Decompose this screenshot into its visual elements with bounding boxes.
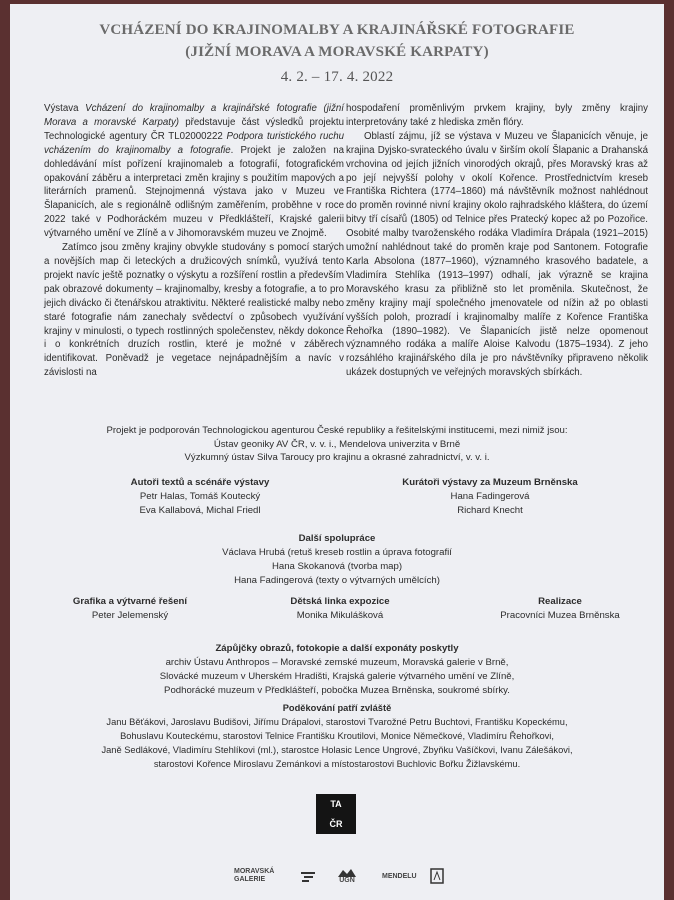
exhibition-subtitle: (JIŽNÍ MORAVA A MORAVSKÉ KARPATY) xyxy=(185,44,489,60)
curators-block: Kurátoři výstavy za Muzeum Brněnska Hana Fadingerová Richard Knecht xyxy=(402,477,578,516)
moravska-galerie-logo: MORAVSKÁ GALERIE xyxy=(234,868,275,883)
left-text-column xyxy=(44,102,344,380)
mendelu-logo: MENDELU xyxy=(382,873,417,880)
exhibition-dates: 4. 2. – 17. 4. 2022 xyxy=(280,69,394,85)
thanks-block: Poděkování patří zvláště Janu Běťákovi, Jaroslavu Budišovi, Jiřímu Drápalovi, starostovi Tvarožné Petru Buchtovi, Františku Kopeckému, Bohuslavu Kouteckému, starostovi Telnice Františku Kroutilovi, Monice Němečkové, Vladimíru Řehořkovi, Janě Sedlákové, Vladimíru Stehlíkovi (ml.), starostce Holasic Lence Ungrové, Zbyňku Vašíčkovi, Ivanu Zálešákovi, starostovi Kořence Miroslavu Zemánkovi a místostarostovi Buchlovic Bořku Žižlavskému. xyxy=(101,703,573,769)
exhibition-title: VCHÁZENÍ DO KRAJINOMALBY A KRAJINÁŘSKÉ FOTOGRAFIE xyxy=(99,22,575,38)
support-section: Projekt je podporován Technologickou agenturou České republiky a řešitelskými institucemi, mezi nimiž jsou: Ústav geoniky AV ČR, v. v. i., Mendelova univerzita v Brně Výzkumný ústav Silva Taroucy pro krajinu a okrasné zahradnictví, v. v. i. xyxy=(106,425,568,464)
collaboration-block: Další spolupráce Václava Hrubá (retuš kreseb rostlin a úprava fotografií Hana Skokanová (tvorba map) Hana Fadingerová (texty o výtvarných umělcích) xyxy=(222,533,452,586)
kids-block: Dětská linka expozice Monika Mikulášková xyxy=(290,596,390,621)
exhibition-panel xyxy=(10,4,664,900)
mountain-icon xyxy=(338,868,356,877)
vukoz-logo-icon xyxy=(430,868,444,886)
authors-block: Autoři textů a scénáře výstavy Petr Halas, Tomáš Koutecký Eva Kallabová, Michal Friedl xyxy=(130,477,270,516)
loans-block: Zápůjčky obrazů, fotokopie a další exponáty poskytly archiv Ústavu Anthropos – Moravské zemské muzeum, Moravská galerie v Brně, Slovácké muzeum v Uherském Hradišti, Krajská galerie výtvarného umění ve Zlíně, Podhorácké muzeum v Předklášteří, pobočka Muzea Brněnska, soukromé sbírky. xyxy=(159,643,515,696)
tacr-logo: TA ČR xyxy=(316,794,356,834)
realization-block: Realizace Pracovníci Muzea Brněnska xyxy=(500,596,620,621)
right-text-column xyxy=(346,102,648,380)
intro-paragraph: Výstava Vcházení do krajinomalby a krajinářské fotografie (jižní Morava a moravské Karpaty) představuje část výsledků projektu Technologické agentury ČR TL02000222 Podpora turistického ruchu vcházením do krajinomalby a fotografie. Projekt je založen na dohledávání míst pořízení krajinomaleb a fotografií, fotografickém opakování záběru a interpretaci změn krajiny s použitím mapových a literárních pramenů. Stejnojmenná výstava jako v Muzeu ve Šlapanicích, ale s regionálně odlišným zaměřením, proběhne v roce 2022 také v Podhoráckém muzeu v Předklášteří, Krajské galerii výtvarného umění ve Zlíně a v Jihomoravském muzeu ve Znojmě. xyxy=(44,103,344,240)
ugn-logo: ÚGN xyxy=(338,868,356,884)
partner-mark-icon xyxy=(300,870,316,886)
region-paragraph: Oblastí zájmu, jíž se výstava v Muzeu ve Šlapanicích věnuje, je krajina Dyjsko-svrateckého úvalu v širším okolí Šlapanic a Drahanská vrchovina od jejích jižních vinorodých okrajů, přes Moravský kras až po její nejvyšší polohy v okolí Kořence. Prostřednictvím kreseb Františka Richtera (1774–1860) má návštěvník možnost nahlédnout do proměn rovinné nivní krajiny okolo rajhradského kláštera, do území bitvy tří císařů (1805) od Telnice přes Pratecký kopec až po Pozořice. Osobité malby tvaroženského rodáka Vladimíra Drápala (1921–2015) umožní nahlédnout také do proměn kraje pod Santonem. Fotografie Karla Absolona (1877–1960), významného krasového badatele, a Vladimíra Stehlíka (1913–1997) odhalí, jak výrazně se krajina Moravského krasu za přibližně sto let proměnila. Skutečnost, že změny krajiny mají společného jmenovatele od nížin až po oblasti vyšších poloh, prozradí i krajinomalby malíře z Kořence Františka Řehořka (1890–1982). Ve Šlapanicích jistě nelze opomenout významného rodáka a malíře Aloise Kalvodu (1875–1934). Z jeho rozsáhlého krajinářského díla je pro návštěvníky připraveno několik ukázek dostupných ve veřejných moravských sbírkách. xyxy=(346,130,648,379)
graphics-block: Grafika a výtvarné řešení Peter Jelemenský xyxy=(72,596,188,621)
continuation-paragraph: hospodaření proměnlivým prvkem krajiny, byly změny krajiny interpretovány také z hlediska změn flóry. xyxy=(346,103,648,128)
methods-paragraph: Zatímco jsou změny krajiny obvykle studovány s pomocí starých a novějších map či leteckých a družicových snímků, využívá tento projekt navíc ještě poznatky o výskytu a rozšíření rostlin a především pak obrazové dokumenty – krajinomalby, kresby a fotografie, a to pro jejich divácko či čtenářskou atraktivitu. Některé realistické malby nebo staré fotografie nám zanechaly svědectví o způsobech využívání krajiny v minulosti, o typech rostlinných společenstev, někdy dokonce i o konkrétních druzích rostlin, které je možné v záběrech identifikovat. Poněvadž je vegetace nejnápadnějším a navíc v závislosti na xyxy=(44,242,344,379)
